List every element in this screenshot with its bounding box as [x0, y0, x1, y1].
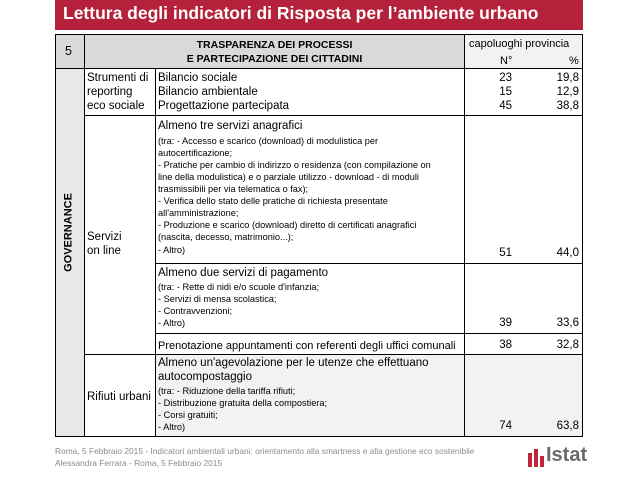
row-bilancio-sociale-label: Bilancio sociale [158, 72, 238, 84]
row-bilancio-ambientale-n: 15 [499, 86, 512, 98]
row-anagrafici-desc [155, 115, 465, 264]
category-online-line2: on line [87, 245, 121, 257]
row-pagamento-detail-4: - Altro) [158, 318, 186, 328]
header-number-cell [55, 34, 85, 69]
row-prenotazione-desc [155, 333, 465, 355]
row-prenotazione-label: Prenotazione appuntamenti con referenti degli uffici comunali [158, 340, 456, 352]
category-reporting-cell [84, 68, 156, 116]
values-pagamento-cell [464, 263, 583, 334]
row-pagamento-pct: 33,6 [556, 317, 579, 329]
row-pagamento-detail-3: - Contravvenzioni; [158, 306, 233, 316]
row-anagrafici-detail-2: autocertificazione; [158, 148, 233, 158]
row-compostaggio-detail-1: (tra: - Riduzione della tariffa rifiuti; [158, 386, 296, 396]
row-anagrafici-detail-10: - Altro) [158, 245, 186, 255]
row-anagrafici-detail-3: - Pratiche per cambio di indirizzo o residenza (con compilazione on [158, 160, 431, 170]
row-compostaggio-detail-3: - Corsi gratuiti; [158, 410, 218, 420]
row-anagrafici-detail-8: - Produzione e scarico (download) diretto di certificati anagrafici [158, 220, 417, 230]
row-bilancio-sociale-n: 23 [499, 72, 512, 84]
row-pagamento-detail-1: (tra: - Rette di nidi e/o scuole d'infanzia; [158, 282, 320, 292]
category-waste: Rifiuti urbani [87, 391, 151, 403]
row-pagamento-detail-2: - Servizi di mensa scolastica; [158, 294, 277, 304]
row-anagrafici-detail-7: all'amministrazione; [158, 208, 239, 218]
row-pagamento-title: Almeno due servizi di pagamento [158, 267, 329, 279]
row-progettazione-pct: 38,8 [556, 100, 579, 112]
governance-label: GOVERNANCE [62, 193, 75, 272]
istat-logo-icon [528, 447, 544, 467]
header-section-cell [84, 34, 465, 69]
row-anagrafici-detail-5: trasmissibili per via telematica o fax); [158, 184, 309, 194]
row-anagrafici-pct: 44,0 [556, 247, 579, 259]
category-reporting-line1: Strumenti di [87, 72, 149, 84]
row-prenotazione-n: 38 [499, 339, 512, 351]
row-anagrafici-detail-9: (nascita, decesso, matrimonio...); [158, 232, 294, 242]
row-anagrafici-title: Almeno tre servizi anagrafici [158, 120, 303, 132]
category-reporting-line3: eco sociale [87, 100, 145, 112]
row-compostaggio-detail-2: - Distribuzione gratuita della compostiera; [158, 398, 328, 408]
category-online-cell [84, 115, 156, 355]
header-section-line2: E PARTECIPAZIONE DEI CITTADINI [186, 53, 363, 65]
values-anagrafici-cell [464, 115, 583, 264]
row-pagamento-n: 39 [499, 317, 512, 329]
row-reporting-desc [155, 68, 465, 116]
footer-line-1: Roma, 5 Febbraio 2015 - Indicatori ambientali urbani: orientamento alla smartness e alla gestione eco sostenibile [55, 446, 475, 456]
page-title: Lettura degli indicatori di Risposta per l’ambiente urbano [63, 3, 539, 23]
row-bilancio-ambientale-pct: 12,9 [556, 86, 579, 98]
category-online-line1: Servizi [87, 231, 122, 243]
header-group-cell [464, 34, 583, 69]
row-compostaggio-n: 74 [499, 420, 512, 432]
category-reporting-line2: reporting [87, 86, 133, 98]
row-progettazione-n: 45 [499, 100, 512, 112]
row-anagrafici-n: 51 [499, 247, 512, 259]
footer-line-2: Alessandra Ferrara - Roma, 5 Febbraio 2015 [55, 458, 223, 468]
header-group: capoluoghi provincia [469, 38, 570, 50]
row-compostaggio-title2: autocompostaggio [158, 371, 252, 383]
governance-cell [55, 68, 85, 437]
values-compostaggio-cell [464, 354, 583, 437]
header-col-pct: % [569, 55, 579, 67]
row-bilancio-ambientale-label: Bilancio ambientale [158, 86, 258, 98]
istat-logo-text: Istat [546, 444, 588, 466]
values-prenotazione-cell [464, 333, 583, 355]
row-compostaggio-desc [155, 354, 465, 437]
header-col-n: N° [500, 55, 513, 67]
row-compostaggio-title: Almeno un'agevolazione per le utenze che effettuano [158, 357, 429, 369]
row-bilancio-sociale-pct: 19,8 [556, 72, 579, 84]
title-bar [55, 0, 583, 30]
istat-logo [528, 444, 588, 470]
row-progettazione-label: Progettazione partecipata [158, 100, 290, 112]
row-anagrafici-detail-6: - Verifica dello stato delle pratiche di richiesta presentate [158, 196, 388, 206]
row-pagamento-desc [155, 263, 465, 334]
category-waste-cell [84, 354, 156, 437]
header-number: 5 [65, 44, 72, 58]
row-compostaggio-pct: 63,8 [556, 420, 579, 432]
values-reporting-cell [464, 68, 583, 116]
row-prenotazione-pct: 32,8 [556, 339, 579, 351]
header-section-line1: TRASPARENZA DEI PROCESSI [196, 39, 353, 51]
row-anagrafici-detail-1: (tra: - Accesso e scarico (download) di modulistica per [158, 136, 379, 146]
row-compostaggio-detail-4: - Altro) [158, 422, 186, 432]
row-anagrafici-detail-4: line della modulistica) e o parziale utilizzo - download - di moduli [158, 172, 419, 182]
